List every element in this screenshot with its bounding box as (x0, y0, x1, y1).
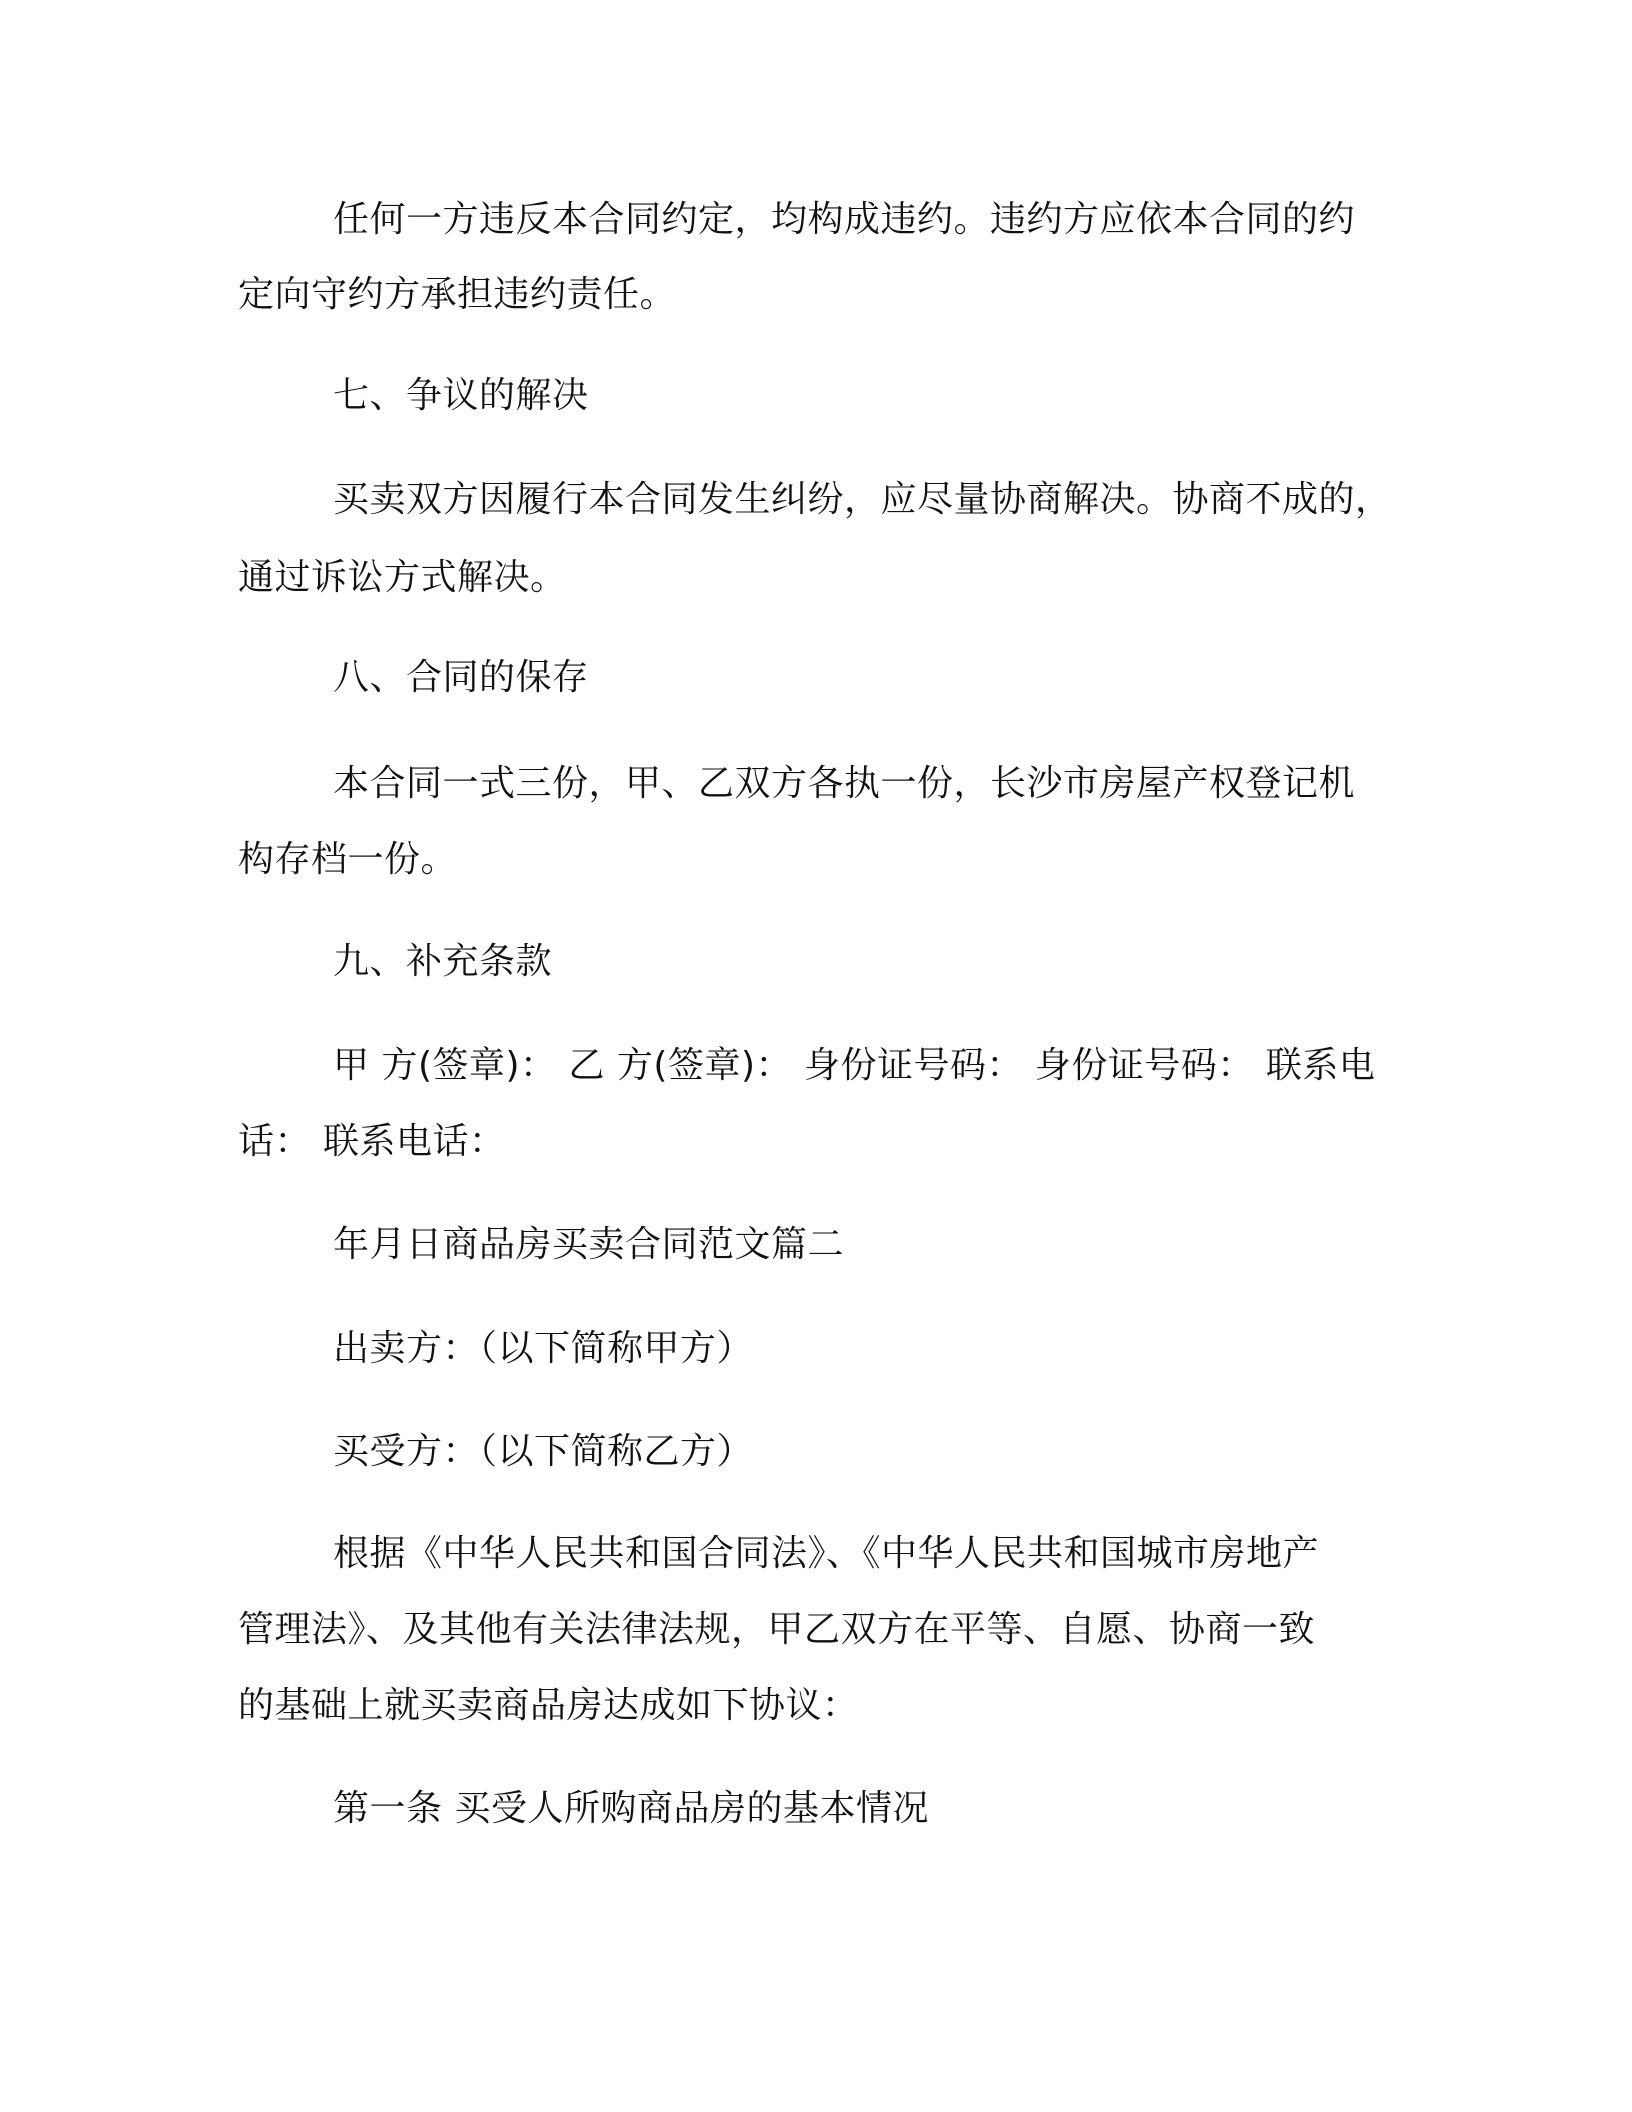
paragraph-dispute-line-2: 通过诉讼方式解决。 (238, 557, 567, 598)
paragraph-basis-line-3: 的基础上就买卖商品房达成如下协议： (238, 1685, 859, 1726)
section-heading-supplement: 九、补充条款 (333, 941, 553, 982)
date-and-title-line: 年月日商品房买卖合同范文篇二 (333, 1224, 845, 1265)
paragraph-basis-line-2: 管理法》、及其他有关法律法规，甲乙双方在平等、自愿、协商一致 (238, 1609, 1316, 1650)
paragraph-dispute-line-1: 买卖双方因履行本合同发生纠纷，应尽量协商解决。协商不成的， (333, 479, 1392, 520)
paragraph-storage-line-1: 本合同一式三份，甲、乙双方各执一份，长沙市房屋产权登记机 (333, 763, 1356, 804)
signature-line-2: 话： 联系电话： (238, 1121, 506, 1162)
article-one-heading: 第一条 买受人所购商品房的基本情况 (333, 1788, 929, 1829)
signature-line-1: 甲 方(签章)： 乙 方(签章)： 身份证号码： 身份证号码： 联系电 (333, 1045, 1376, 1086)
paragraph-breach-line-1: 任何一方违反本合同约定，均构成违约。违约方应依本合同的约 (333, 199, 1356, 240)
section-heading-storage: 八、合同的保存 (333, 657, 589, 698)
section-heading-dispute: 七、争议的解决 (333, 375, 589, 416)
seller-line: 出卖方：（以下简称甲方） (333, 1328, 754, 1369)
paragraph-breach-line-2: 定向守约方承担违约责任。 (238, 274, 677, 315)
paragraph-basis-line-1: 根据《中华人民共和国合同法》、《中华人民共和国城市房地产 (333, 1533, 1320, 1574)
buyer-line: 买受方：（以下简称乙方） (333, 1431, 754, 1472)
paragraph-storage-line-2: 构存档一份。 (238, 839, 458, 880)
